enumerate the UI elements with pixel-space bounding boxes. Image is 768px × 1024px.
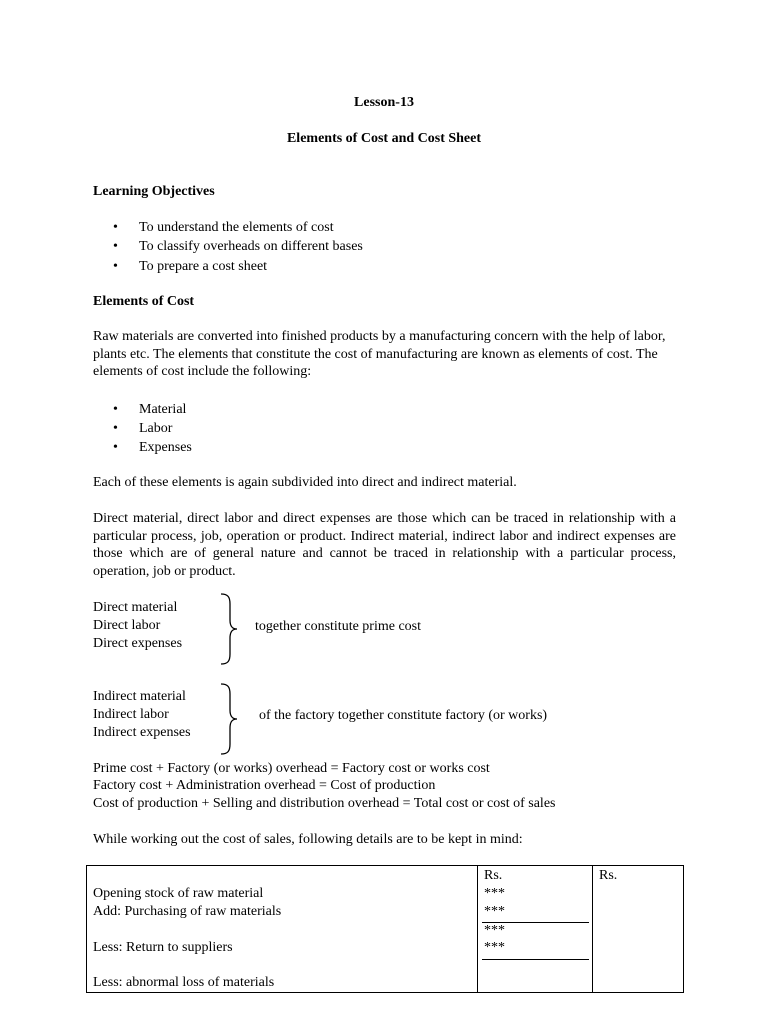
formula-line: Factory cost + Administration overhead = Cost of production (93, 778, 436, 793)
formula-line: Cost of production + Selling and distribution overhead = Total cost or cost of sales (93, 796, 556, 811)
group-item: Direct expenses (93, 636, 183, 651)
column-header: Rs. (484, 868, 503, 883)
bullet-icon: • (113, 259, 118, 274)
table-cell-text: Opening stock of raw material (93, 886, 264, 901)
table-row (87, 866, 684, 993)
formula-line: Prime cost + Factory (or works) overhead = Factory cost or works cost (93, 761, 490, 776)
cost-sales-intro: While working out the cost of sales, following details are to be kept in mind: (93, 832, 523, 847)
table-cell-text: Less: Return to suppliers (93, 940, 233, 955)
learning-objectives-heading: Learning Objectives (93, 184, 215, 199)
table-cell-value: *** (484, 886, 505, 901)
bullet-icon: • (113, 402, 118, 417)
list-item: To understand the elements of cost (139, 220, 334, 235)
group-caption: of the factory together constitute factory (or works) (259, 708, 548, 723)
table-cell-value: *** (484, 940, 505, 955)
bullet-icon: • (113, 440, 118, 455)
list-item: Labor (139, 421, 173, 436)
subtotal-rule (482, 959, 589, 960)
lesson-number: Lesson-13 (354, 95, 414, 110)
elements-of-cost-heading: Elements of Cost (93, 294, 195, 309)
total-cell (593, 866, 684, 993)
bullet-icon: • (113, 421, 118, 436)
group-item: Indirect labor (93, 707, 169, 722)
table-cell-value: *** (484, 923, 505, 938)
cost-sheet-table (86, 865, 684, 993)
group-item: Indirect material (93, 689, 186, 704)
table-cell-text: Less: abnormal loss of materials (93, 975, 275, 990)
group-item: Direct material (93, 600, 178, 615)
list-item: Material (139, 402, 187, 417)
group-item: Indirect expenses (93, 725, 191, 740)
right-brace-icon (218, 592, 240, 666)
list-item: To classify overheads on different bases (139, 239, 363, 254)
list-item: To prepare a cost sheet (139, 259, 268, 274)
intro-paragraph: Raw materials are converted into finished products by a manufacturing concern with the help of labor, plants etc. The elements that constitute the cost of manufacturing are known as elements of cost. The elements of cost include the following: (93, 329, 666, 379)
amount-cell (478, 866, 593, 993)
subdivided-paragraph: Each of these elements is again subdivided into direct and indirect material. (93, 475, 517, 490)
page-title: Elements of Cost and Cost Sheet (286, 131, 482, 146)
list-item: Expenses (139, 440, 192, 455)
group-item: Direct labor (93, 618, 161, 633)
bullet-icon: • (113, 239, 118, 254)
column-header: Rs. (599, 868, 618, 883)
description-cell (87, 866, 478, 993)
group-caption: together constitute prime cost (255, 619, 422, 634)
table-cell-value: *** (484, 904, 505, 919)
bullet-icon: • (113, 220, 118, 235)
direct-indirect-paragraph: Direct material, direct labor and direct expenses are those which can be traced in relationship with a particular process, job, operation or product. Indirect material, indirect labor and indirect expenses are those which are of general nature and cannot be traced in relationship with a particular process, operation, job or product. (93, 511, 676, 579)
right-brace-icon (218, 682, 240, 756)
table-cell-text: Add: Purchasing of raw materials (93, 904, 282, 919)
